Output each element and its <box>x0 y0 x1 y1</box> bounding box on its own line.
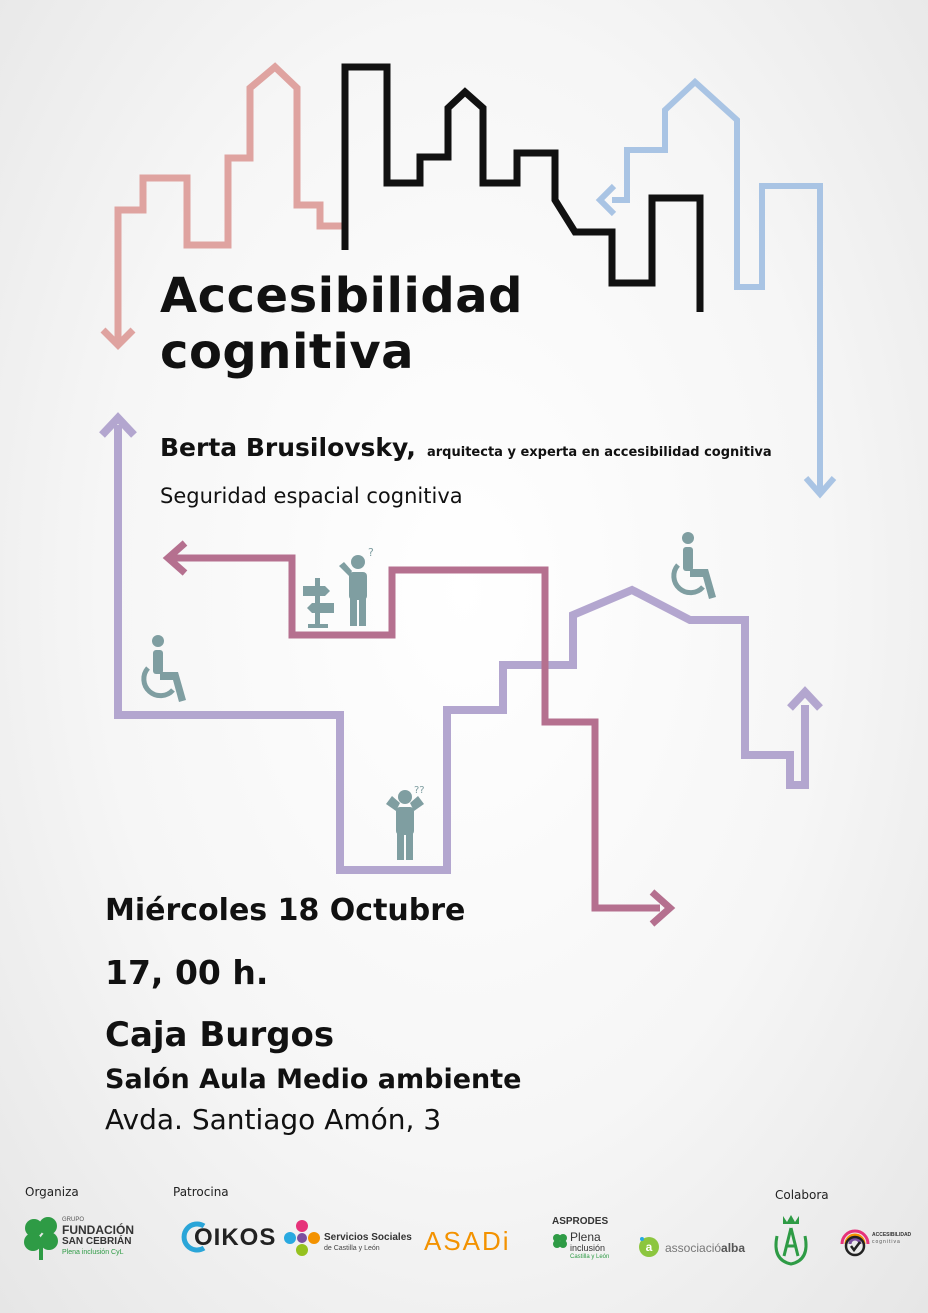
crest-logo <box>768 1212 814 1268</box>
fsc-line4: Plena inclusión CyL <box>62 1249 124 1256</box>
wheelchair-icon <box>674 532 716 599</box>
colabora-label: Colabora <box>775 1188 829 1202</box>
asprodes-line1: ASPRODES <box>552 1216 609 1227</box>
confused-person-signpost-icon <box>303 546 374 628</box>
event-address: Avda. Santiago Amón, 3 <box>105 1103 442 1136</box>
ss-line1: Servicios Sociales <box>324 1232 412 1243</box>
alba-bold: alba <box>721 1241 746 1255</box>
oikos-text: OIKOS <box>194 1224 277 1251</box>
fsc-line3: SAN CEBRIÁN <box>62 1236 132 1247</box>
servicios-sociales-logo <box>282 1218 410 1262</box>
event-date: Miércoles 18 Octubre <box>105 893 466 928</box>
poster-title <box>160 268 523 380</box>
clover-icon <box>552 1233 568 1251</box>
alba-a-icon <box>638 1236 660 1258</box>
event-time: 17, 00 h. <box>105 953 269 992</box>
asprodes-line3: inclusión <box>570 1243 606 1253</box>
acc-line2: cognitiva <box>872 1239 901 1245</box>
rainbow-head-icon <box>838 1218 872 1258</box>
title-line-2: cognitiva <box>160 324 414 380</box>
event-room: Salón Aula Medio ambiente <box>105 1064 522 1095</box>
svg-text:??: ?? <box>414 785 425 796</box>
ss-line2: de Castilla y León <box>324 1245 380 1252</box>
asprodes-logo <box>552 1216 622 1266</box>
wheelchair-icon <box>144 635 186 702</box>
fsc-line1: GRUPO <box>62 1217 85 1223</box>
svg-text:a: a <box>645 1240 653 1254</box>
event-venue: Caja Burgos <box>105 1015 335 1055</box>
asprodes-line4: Castilla y León <box>570 1254 610 1260</box>
asprodes-line2: Plena <box>570 1230 601 1244</box>
title-line-1: Accesibilidad <box>160 268 523 324</box>
svg-text:?: ? <box>368 546 374 559</box>
patrocina-label: Patrocina <box>173 1185 229 1199</box>
fsc-line2: FUNDACIÓN <box>62 1223 134 1237</box>
people-cluster-icon <box>282 1218 322 1260</box>
accesibilidad-cognitiva-logo <box>838 1218 910 1264</box>
talk-topic: Seguridad espacial cognitiva <box>160 484 463 508</box>
clover-icon <box>24 1216 60 1260</box>
confused-person-icon <box>386 785 425 860</box>
speaker-line <box>160 433 772 462</box>
asadi-logo: ASADi <box>424 1226 511 1256</box>
crest-icon <box>768 1212 814 1268</box>
associacio-alba-logo <box>638 1236 744 1260</box>
organiza-label: Organiza <box>25 1185 79 1199</box>
alba-text <box>665 1241 745 1255</box>
speaker-role: arquitecta y experta en accesibilidad cognitiva <box>427 445 772 460</box>
acc-line1: ACCESIBILIDAD <box>872 1232 912 1238</box>
speaker-name: Berta Brusilovsky, <box>160 433 416 462</box>
alba-pre: associació <box>665 1241 722 1255</box>
oikos-logo <box>180 1220 277 1256</box>
fundacion-san-cebrian-logo <box>24 1214 144 1264</box>
